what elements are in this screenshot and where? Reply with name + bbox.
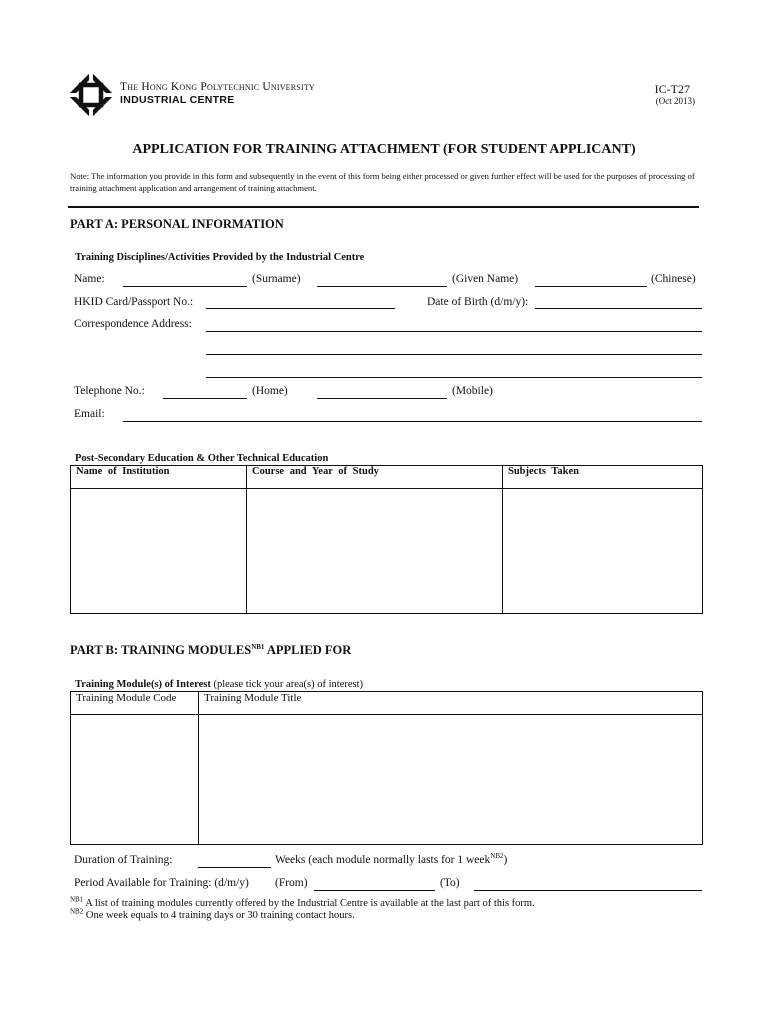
- part-a-heading: PART A: PERSONAL INFORMATION: [70, 217, 284, 231]
- duration-field[interactable]: [198, 867, 271, 868]
- footnote-nb2: [70, 907, 535, 922]
- column-header-institution: Name of Institution: [71, 466, 247, 489]
- footnote-text: A list of training modules currently offered by the Industrial Centre is available at the last part of this form.: [83, 898, 535, 909]
- modules-interest-bold: Training Module(s) of Interest: [75, 679, 211, 690]
- part-b-heading-tail: APPLIED FOR: [264, 643, 352, 657]
- header-divider: [68, 206, 699, 208]
- table-header-row: [71, 692, 703, 715]
- period-from-field[interactable]: [314, 890, 435, 891]
- surname-field[interactable]: [123, 286, 247, 287]
- form-number: IC-T27: [654, 82, 690, 96]
- weeks-close: ): [503, 854, 508, 866]
- email-label: Email:: [74, 408, 105, 420]
- weeks-text: Weeks (each module normally lasts for 1 week: [275, 854, 491, 866]
- subjects-cell[interactable]: [503, 489, 703, 614]
- centre-name: INDUSTRIAL CENTRE: [120, 94, 235, 106]
- period-label: Period Available for Training: (d/m/y): [74, 877, 249, 889]
- table-header-row: [71, 466, 703, 489]
- chinese-name-label: (Chinese): [651, 273, 696, 285]
- to-label: (To): [440, 877, 460, 889]
- nb1-marker: NB1: [251, 642, 265, 651]
- duration-label: Duration of Training:: [74, 854, 173, 866]
- address-field-line-1[interactable]: [206, 331, 702, 332]
- surname-label: (Surname): [252, 273, 301, 285]
- polyu-logo-icon: [68, 72, 114, 118]
- disciplines-subheading: Training Disciplines/Activities Provided by the Industrial Centre: [75, 252, 365, 263]
- hkid-field[interactable]: [206, 308, 395, 309]
- hkid-label: HKID Card/Passport No.:: [74, 296, 194, 308]
- name-label: Name:: [74, 273, 105, 285]
- table-row: [71, 489, 703, 614]
- table-row: [71, 715, 703, 845]
- given-name-field[interactable]: [317, 286, 447, 287]
- from-label: (From): [275, 877, 308, 889]
- privacy-note: Note: The information you provide in this form and subsequently in the event of this form being either processed or given further effect will be used for the purposes of processing of training attachment application and arrangement of training attachment.: [70, 171, 695, 193]
- form-date: (Oct 2013): [655, 96, 695, 106]
- column-header-subjects: Subjects Taken: [503, 466, 703, 489]
- given-name-label: (Given Name): [452, 273, 519, 285]
- footnote-mark: NB2: [70, 907, 84, 916]
- dob-label: Date of Birth (d/m/y):: [427, 296, 529, 308]
- telephone-label: Telephone No.:: [74, 385, 145, 397]
- column-header-module-code: Training Module Code: [71, 692, 199, 715]
- mobile-label: (Mobile): [452, 385, 493, 397]
- footnotes: [70, 895, 535, 922]
- footnote-text: One week equals to 4 training days or 30 training contact hours.: [83, 910, 355, 921]
- weeks-label: [275, 854, 507, 866]
- email-field[interactable]: [123, 421, 702, 422]
- education-table: [70, 465, 703, 614]
- education-heading: Post-Secondary Education & Other Technical Education: [75, 453, 329, 464]
- institution-cell[interactable]: [71, 489, 247, 614]
- column-header-course: Course and Year of Study: [247, 466, 503, 489]
- university-name: The Hong Kong Polytechnic University: [120, 81, 315, 93]
- dob-field[interactable]: [535, 308, 702, 309]
- part-b-heading: [70, 643, 351, 658]
- period-to-field[interactable]: [474, 890, 702, 891]
- module-title-cell[interactable]: [199, 715, 703, 845]
- nb2-marker: NB2: [490, 852, 504, 861]
- column-header-module-title: Training Module Title: [199, 692, 703, 715]
- mobile-phone-field[interactable]: [317, 398, 447, 399]
- address-field-line-2[interactable]: [206, 354, 702, 355]
- form-title: APPLICATION FOR TRAINING ATTACHMENT (FOR STUDENT APPLICANT): [132, 142, 636, 157]
- footnote-mark: NB1: [70, 895, 84, 904]
- home-phone-field[interactable]: [163, 398, 247, 399]
- modules-interest-label: [75, 679, 363, 690]
- modules-interest-hint: (please tick your area(s) of interest): [210, 679, 364, 690]
- address-label: Correspondence Address:: [74, 318, 192, 330]
- course-cell[interactable]: [247, 489, 503, 614]
- part-b-heading-text: PART B: TRAINING MODULES: [70, 643, 252, 657]
- training-module-table: [70, 691, 703, 845]
- chinese-name-field[interactable]: [535, 286, 647, 287]
- home-label: (Home): [252, 385, 288, 397]
- module-code-cell[interactable]: [71, 715, 199, 845]
- footnote-nb1: [70, 895, 535, 910]
- address-field-line-3[interactable]: [206, 377, 702, 378]
